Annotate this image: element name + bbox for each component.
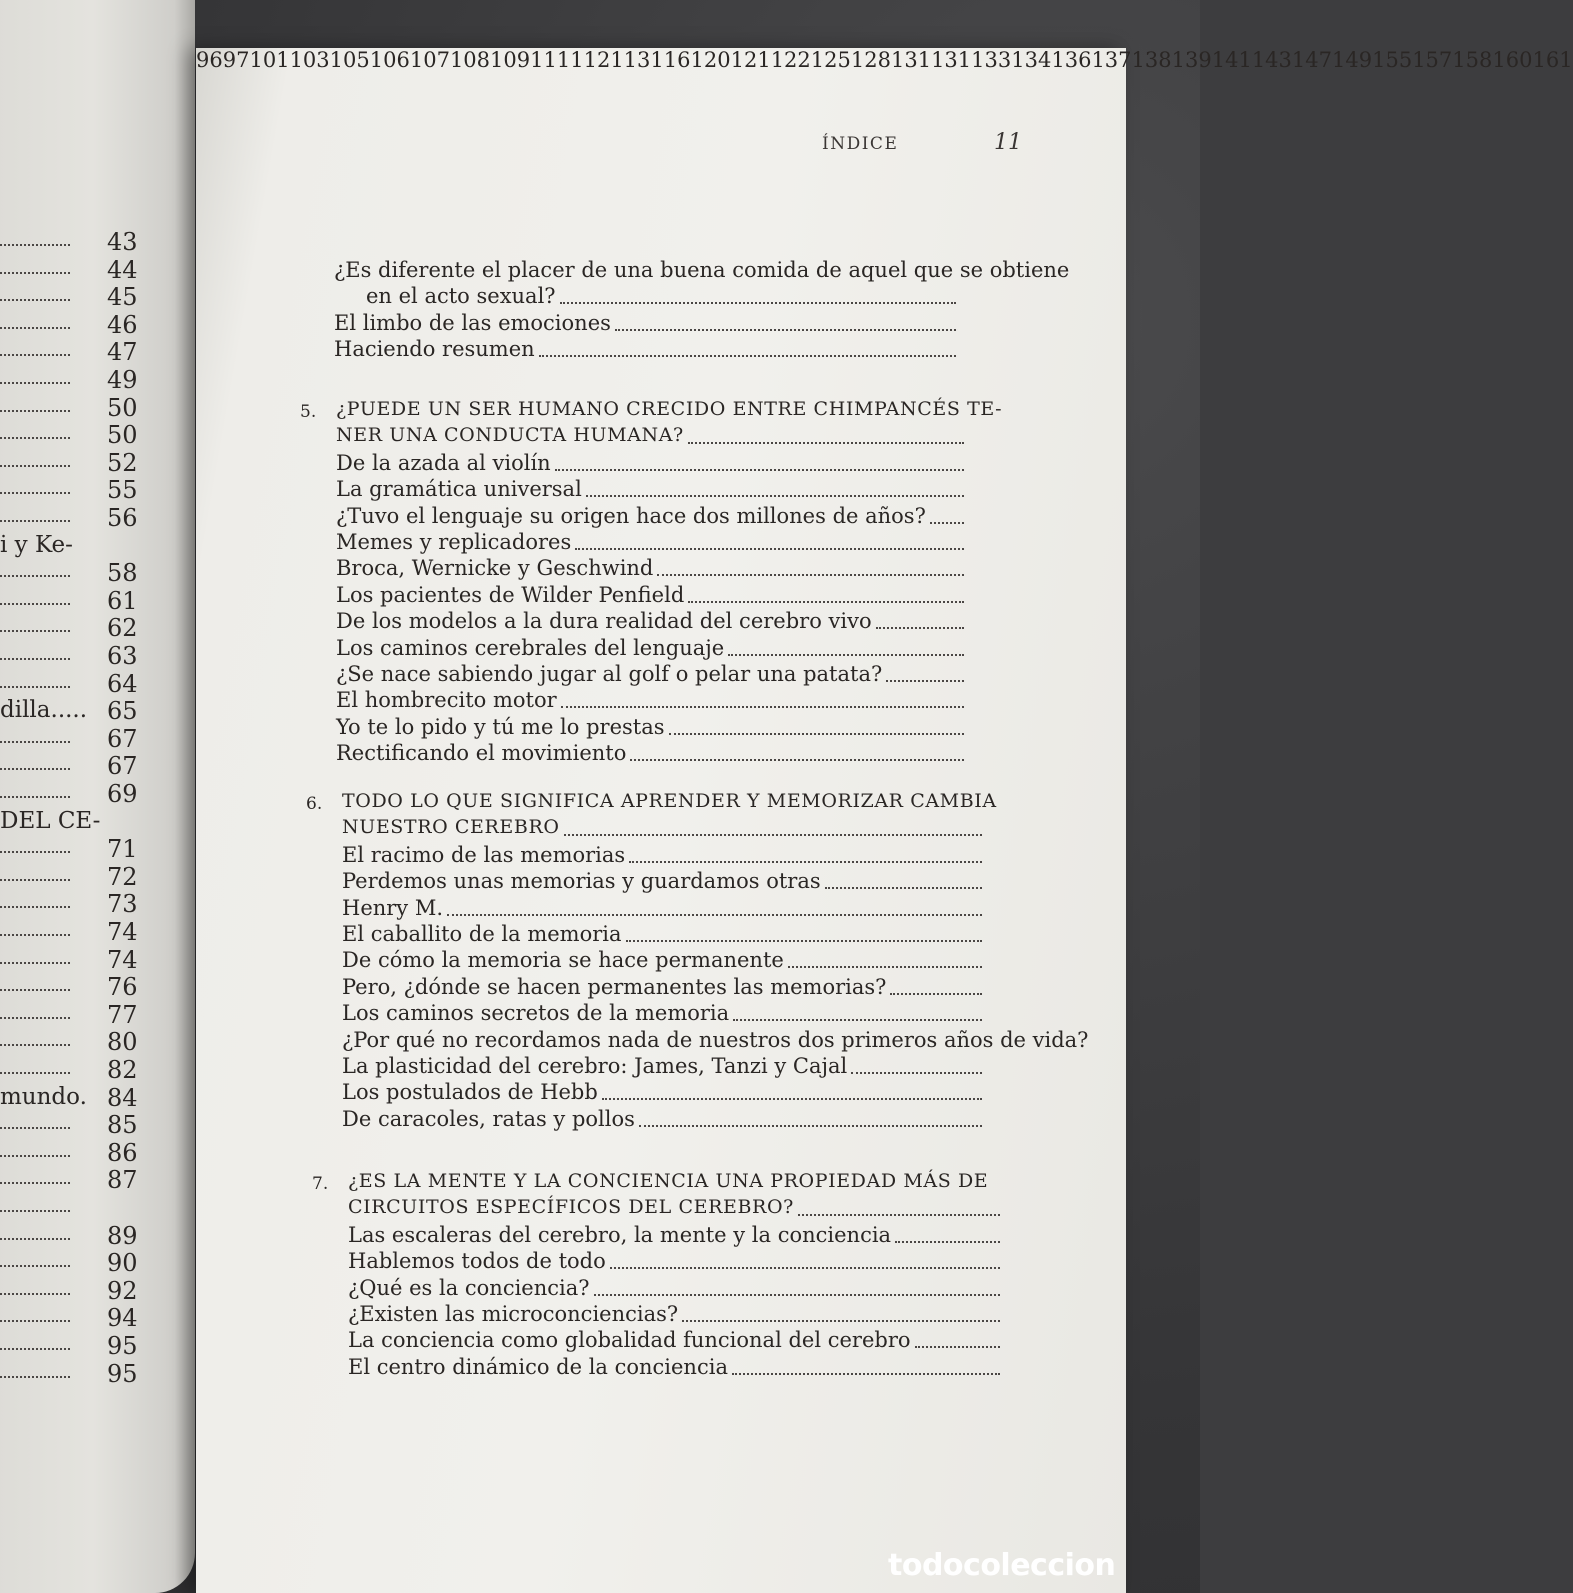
left-page-row-text: [0, 642, 70, 660]
left-page-row: [0, 1056, 190, 1084]
left-page-row-text: [0, 835, 70, 853]
toc-entry-text: ¿Por qué no recordamos nada de nuestros dos primeros años de vida?: [342, 1027, 1089, 1052]
toc-entry: [196, 1249, 1126, 1277]
toc-entry: [196, 556, 1126, 584]
left-page-row: [0, 1360, 190, 1388]
toc-entry-text: De caracoles, ratas y pollos: [342, 1106, 635, 1131]
left-page-row-page: 56: [107, 504, 138, 532]
left-page-row: [0, 670, 190, 698]
toc-entry: [196, 636, 1126, 664]
dot-leader: [575, 548, 964, 550]
dot-leader: [594, 1294, 1000, 1296]
toc-page-number: 101: [249, 48, 290, 72]
left-page-row-page: 95: [107, 1359, 138, 1388]
left-page-row-text: [0, 752, 70, 770]
left-page-row-text: [0, 1139, 70, 1157]
toc-entry: [196, 896, 1126, 924]
left-page-row: [0, 780, 190, 808]
toc-entry-text: El caballito de la memoria: [342, 922, 622, 946]
dot-leader: [564, 834, 982, 836]
toc-page-number: 125: [810, 48, 851, 72]
left-page-row-text: [0, 338, 70, 356]
left-page-row-page: 43: [107, 228, 138, 256]
toc-page-number: 109: [490, 48, 531, 72]
dot-leader: [539, 355, 956, 357]
toc-entry-text: De cómo la memoria se hace permanente: [342, 948, 784, 973]
left-page-row-text: [0, 1360, 70, 1378]
left-page-row: [0, 808, 190, 836]
toc-entry: [196, 1355, 1126, 1383]
toc-entry: [196, 1276, 1126, 1304]
left-page-row-page: 77: [107, 1000, 138, 1029]
dot-leader: [586, 495, 964, 497]
toc-page-number: 139: [1171, 48, 1212, 72]
toc-page-number: 120: [690, 48, 731, 72]
left-page-row-page: 85: [107, 1111, 138, 1140]
toc-page-number: 97: [222, 48, 250, 72]
dot-leader: [851, 1072, 982, 1074]
toc-entry-text: El racimo de las memorias: [342, 842, 626, 867]
left-page-row-page: 95: [107, 1332, 138, 1360]
toc-page-number: 131: [931, 48, 972, 72]
left-page-row-text: [0, 1166, 70, 1184]
toc-entry-text: Los postulados de Hebb: [342, 1080, 598, 1105]
toc-entry: [196, 477, 1126, 505]
dot-leader: [629, 861, 982, 863]
left-page-row-text: [0, 1111, 70, 1129]
left-page-row-page: 63: [107, 642, 138, 670]
dot-leader: [657, 574, 964, 576]
left-page-row: [0, 725, 190, 753]
toc-page-number: 131: [890, 48, 932, 72]
left-page-row-page: 67: [107, 752, 138, 781]
toc-entry: [196, 922, 1126, 950]
left-page-row: [0, 946, 190, 974]
toc-entry-text: Haciendo resumen: [334, 337, 535, 362]
left-page-row: [0, 614, 190, 642]
left-page-row-text: [0, 1304, 70, 1322]
toc-page-number: 149: [1332, 48, 1373, 72]
left-page-row: [0, 642, 190, 670]
left-page-row-page: 80: [107, 1028, 138, 1057]
left-page-row: [0, 532, 190, 560]
chapter-title-line2: [196, 424, 1126, 452]
toc-page-number: 161: [1532, 48, 1573, 72]
toc-page-number: 160: [1492, 48, 1533, 72]
toc-entry-text: ¿Qué es la conciencia?: [348, 1275, 590, 1300]
left-page-row: [0, 973, 190, 1001]
left-page-row: [0, 697, 190, 725]
left-page-row-page: 73: [107, 890, 138, 919]
left-page-row: [0, 1222, 190, 1250]
left-page-row: [0, 863, 190, 891]
toc-entry-text: La conciencia como globalidad funcional del cerebro: [348, 1328, 911, 1353]
toc-page-number: 106: [369, 48, 410, 72]
left-page-row-page: 76: [107, 973, 138, 1002]
left-page-row-text: [0, 1001, 70, 1019]
toc-entry-text: Pero, ¿dónde se hacen permanentes las memorias?: [342, 974, 887, 999]
left-page-row-page: 67: [107, 724, 138, 753]
left-page-row: [0, 752, 190, 780]
toc-entry: [196, 609, 1126, 637]
left-page-row-page: 50: [107, 393, 138, 422]
dot-leader: [876, 627, 964, 629]
left-page-row-text: dilla.....: [0, 697, 88, 724]
left-page-row-text: [0, 587, 70, 605]
toc-entry-text: El hombrecito motor: [336, 688, 557, 713]
toc-entry: [196, 337, 1126, 365]
toc-entry-text: Los caminos secretos de la memoria: [342, 1001, 730, 1026]
left-page-row-page: 46: [107, 310, 138, 339]
dot-leader: [447, 914, 982, 916]
left-page-row-text: [0, 394, 70, 412]
toc-page-number: 111: [530, 48, 571, 72]
left-page-row: [0, 256, 190, 284]
left-page-row: [0, 1111, 190, 1139]
left-page-row: [0, 449, 190, 477]
left-page-row: [0, 559, 190, 587]
dot-leader: [733, 1019, 982, 1021]
toc-entry: [196, 662, 1126, 690]
left-page-row: [0, 1277, 190, 1305]
left-page-row-page: 58: [107, 559, 138, 588]
toc-page-number: 107: [409, 48, 450, 72]
dot-leader: [626, 940, 982, 942]
toc-entry: [196, 1223, 1126, 1251]
left-page-row-text: [0, 725, 70, 743]
left-page-row: [0, 1139, 190, 1167]
dot-leader: [682, 1320, 1000, 1322]
dot-leader: [886, 680, 964, 682]
left-page-row-page: 55: [107, 476, 138, 505]
left-page-row-page: 61: [107, 586, 138, 615]
toc-entry-text: De los modelos a la dura realidad del cerebro vivo: [336, 609, 872, 634]
toc-entry: [196, 1080, 1126, 1108]
toc-entry: [196, 948, 1126, 976]
toc-page-number: 141: [1211, 48, 1252, 72]
left-page-row-page: 69: [107, 780, 138, 808]
left-page-row: [0, 835, 190, 863]
dot-leader: [610, 1267, 1000, 1269]
left-page-row-text: [0, 476, 70, 494]
toc-page-number: 147: [1291, 48, 1332, 72]
dot-leader: [669, 733, 964, 735]
toc-page-number: 122: [770, 48, 811, 72]
chapter-title-line1: [196, 1170, 1126, 1198]
toc-entry: [196, 583, 1126, 611]
chapter-number: 6.: [306, 794, 323, 814]
left-page-row-page: 94: [107, 1304, 138, 1333]
left-page-row-page: 45: [107, 283, 138, 312]
dot-leader: [798, 1214, 1000, 1216]
toc-entry: [196, 311, 1126, 339]
dot-leader: [561, 706, 964, 708]
toc-entry: [196, 1054, 1126, 1082]
dot-leader: [615, 329, 956, 331]
toc-page-number: 112: [570, 48, 611, 72]
left-page-row: [0, 1166, 190, 1194]
dot-leader: [895, 1241, 1000, 1243]
left-page-row-text: [0, 890, 70, 908]
left-page: [0, 0, 195, 1593]
chapter-number: 5.: [300, 402, 317, 422]
left-page-row-text: [0, 1056, 70, 1074]
toc-entry: [196, 451, 1126, 479]
left-page-row: [0, 283, 190, 311]
chapter-title-line2-text: CIRCUITOS ESPECÍFICOS DEL CEREBRO?: [348, 1196, 794, 1219]
toc-page-number: 128: [850, 48, 891, 72]
toc-entry: [196, 1302, 1126, 1330]
chapter-title-line1-text: ¿ES LA MENTE Y LA CONCIENCIA UNA PROPIEDAD MÁS DE: [348, 1170, 989, 1192]
toc-entry-text: ¿Se nace sabiendo jugar al golf o pelar una patata?: [336, 662, 883, 686]
left-page-row-page: 44: [107, 255, 138, 284]
toc-page-number: 136: [1051, 48, 1092, 72]
left-page-row-text: [0, 1277, 70, 1295]
toc-entry: [196, 869, 1126, 897]
table-of-contents: [196, 48, 1573, 1593]
left-page-row-page: 50: [107, 421, 138, 450]
toc-entry: [196, 1328, 1126, 1356]
left-page-row-text: mundo.: [0, 1083, 87, 1110]
toc-page-number: 105: [329, 48, 370, 72]
chapter-title-line2: [196, 816, 1126, 844]
left-page-row-text: [0, 449, 70, 467]
chapter-title-line2-text: NER UNA CONDUCTA HUMANA?: [336, 424, 684, 447]
left-page-row: [0, 587, 190, 615]
toc-entry: [196, 530, 1126, 558]
left-page-row-page: 74: [107, 945, 138, 974]
chapter-title-line1: [196, 790, 1126, 818]
left-page-row-text: [0, 973, 70, 991]
page-number: 11: [994, 130, 1022, 155]
left-page-row-text: [0, 946, 70, 964]
left-page-row-page: 92: [107, 1276, 138, 1305]
left-page-row-text: [0, 780, 70, 798]
toc-page-number: 113: [610, 48, 651, 72]
toc-entry-text: Hablemos todos de todo: [348, 1249, 606, 1274]
toc-entry-text: Rectificando el movimiento: [336, 741, 627, 766]
toc-entry-text: ¿Es diferente el placer de una buena comida de aquel que se obtiene: [334, 258, 1070, 282]
toc-entry-text: ¿Tuvo el lenguaje su origen hace dos millones de años?: [336, 503, 926, 528]
toc-page-number: 116: [650, 48, 691, 72]
toc-entry: [196, 1107, 1126, 1135]
left-page-row-text: [0, 614, 70, 632]
dot-leader: [555, 469, 964, 471]
left-page-row-text: [0, 1222, 70, 1240]
toc-page-number: 138: [1131, 48, 1172, 72]
toc-entry-text: Los pacientes de Wilder Penfield: [336, 582, 685, 607]
dot-leader: [788, 966, 982, 968]
chapter-title-line1-text: TODO LO QUE SIGNIFICA APRENDER Y MEMORIZAR CAMBIA: [342, 790, 997, 812]
toc-page-number: 157: [1412, 48, 1453, 72]
toc-entry-text: Broca, Wernicke y Geschwind: [336, 556, 654, 581]
dot-leader: [560, 302, 956, 304]
left-page-row: [0, 394, 190, 422]
chapter-title-line1-text: ¿PUEDE UN SER HUMANO CRECIDO ENTRE CHIMPANCÉS TE-: [336, 398, 1003, 420]
dot-leader: [688, 442, 964, 444]
toc-page-number: 143: [1251, 48, 1292, 72]
left-page-row: [0, 476, 190, 504]
dot-leader: [930, 522, 964, 524]
toc-entry-text: La gramática universal: [336, 477, 582, 502]
left-page-row-page: 65: [107, 697, 138, 726]
left-page-row-page: 86: [107, 1138, 138, 1167]
left-page-row-text: [0, 1028, 70, 1046]
left-page-row: [0, 1304, 190, 1332]
left-page-row-page: 74: [107, 918, 138, 946]
toc-page-number: 158: [1452, 48, 1493, 72]
left-page-row: [0, 1001, 190, 1029]
left-page-row-text: [0, 256, 70, 274]
dot-leader: [639, 1125, 982, 1127]
toc-entry-text: El limbo de las emociones: [334, 310, 611, 335]
toc-entry-text: en el acto sexual?: [366, 284, 556, 309]
left-page-row-page: 72: [107, 862, 138, 891]
left-page-row-text: DEL CE-: [0, 807, 101, 834]
left-page-row-page: 84: [107, 1083, 138, 1112]
left-page-row: [0, 890, 190, 918]
dot-leader: [602, 1098, 982, 1100]
left-page-row-text: [0, 918, 70, 936]
left-page-row-page: 89: [107, 1221, 138, 1250]
left-page-row: [0, 1084, 190, 1112]
left-page-row-page: 82: [107, 1056, 138, 1084]
toc-entry-text: De la azada al violín: [336, 450, 551, 475]
left-page-row-text: [0, 1249, 70, 1267]
toc-entry-text: Yo te lo pido y tú me lo prestas: [336, 714, 665, 739]
toc-entry: [196, 504, 1126, 532]
left-page-row: [0, 1249, 190, 1277]
left-page-row: [0, 504, 190, 532]
toc-entry-text: Perdemos unas memorias y guardamos otras: [342, 869, 821, 894]
dot-leader: [728, 654, 964, 656]
left-page-row-text: i y Ke-: [0, 531, 73, 558]
page-title: ÍNDICE: [822, 134, 899, 154]
dot-leader: [915, 1346, 1000, 1348]
toc-entry-text: Memes y replicadores: [336, 530, 572, 554]
dot-leader: [688, 601, 964, 603]
toc-entry: [196, 975, 1126, 1003]
left-page-row: [0, 1028, 190, 1056]
left-page-row: [0, 228, 190, 256]
toc-entry-text: Henry M.: [342, 895, 444, 920]
right-page: [196, 48, 1573, 1593]
left-page-row-text: [0, 421, 70, 439]
toc-entry: [196, 284, 1126, 312]
left-page-row-text: [0, 504, 70, 522]
toc-page-number: 121: [730, 48, 771, 72]
chapter-title-line1: [196, 398, 1126, 426]
dot-leader: [630, 759, 964, 761]
toc-entry: [196, 688, 1126, 716]
left-page-row: [0, 311, 190, 339]
left-page-row-text: [0, 1194, 70, 1212]
left-page-row: [0, 338, 190, 366]
left-page-row-text: [0, 311, 70, 329]
left-page-row-page: 71: [107, 835, 138, 864]
toc-entry: [196, 741, 1126, 769]
chapter-title-line2: [196, 1196, 1126, 1224]
left-page-row: [0, 918, 190, 946]
dot-leader: [890, 993, 982, 995]
left-page-row-page: 52: [107, 448, 138, 477]
toc-entry-text: ¿Existen las microconciencias?: [348, 1302, 679, 1326]
toc-page-number: 96: [196, 48, 223, 72]
toc-entry: [196, 1001, 1126, 1029]
toc-page-number: 137: [1091, 48, 1132, 72]
chapter-title-line2-text: NUESTRO CEREBRO: [342, 816, 560, 839]
left-page-row-page: 87: [107, 1166, 138, 1195]
left-page-row: [0, 366, 190, 394]
toc-entry-text: El centro dinámico de la conciencia: [348, 1354, 728, 1379]
left-page-row-page: 62: [107, 614, 138, 643]
chapter-number: 7.: [312, 1174, 329, 1194]
toc-entry: [196, 843, 1126, 871]
toc-page-number: 103: [289, 48, 330, 72]
dot-leader: [732, 1373, 1000, 1375]
watermark-logo: todocoleccion: [888, 1548, 1116, 1583]
left-page-row-text: [0, 670, 70, 688]
left-page-row-text: [0, 366, 70, 384]
left-page-row-page: 47: [107, 338, 138, 367]
left-page-row: [0, 421, 190, 449]
left-page-row-page: 64: [107, 669, 138, 698]
toc-entry-text: Las escaleras del cerebro, la mente y la conciencia: [348, 1222, 892, 1247]
toc-page-number: 108: [449, 48, 491, 72]
toc-entry: [196, 1028, 1126, 1056]
toc-entry: [196, 715, 1126, 743]
toc-page-number: 134: [1011, 48, 1052, 72]
toc-entry: [196, 258, 1126, 286]
toc-page-number: 133: [971, 48, 1012, 72]
dot-leader: [825, 887, 982, 889]
left-page-row-text: [0, 283, 70, 301]
toc-entry-text: La plasticidad del cerebro: James, Tanzi y Cajal: [342, 1054, 848, 1078]
toc-entry-text: Los caminos cerebrales del lenguaje: [336, 635, 725, 660]
left-page-row-text: [0, 1332, 70, 1350]
left-page-row: [0, 1332, 190, 1360]
left-page-row-text: [0, 228, 70, 246]
left-page-row: [0, 1194, 190, 1222]
left-page-row-page: 90: [107, 1249, 138, 1278]
left-page-row-page: 49: [107, 366, 138, 394]
left-page-row-text: [0, 863, 70, 881]
left-page-row-text: [0, 559, 70, 577]
toc-page-number: 155: [1372, 48, 1413, 72]
